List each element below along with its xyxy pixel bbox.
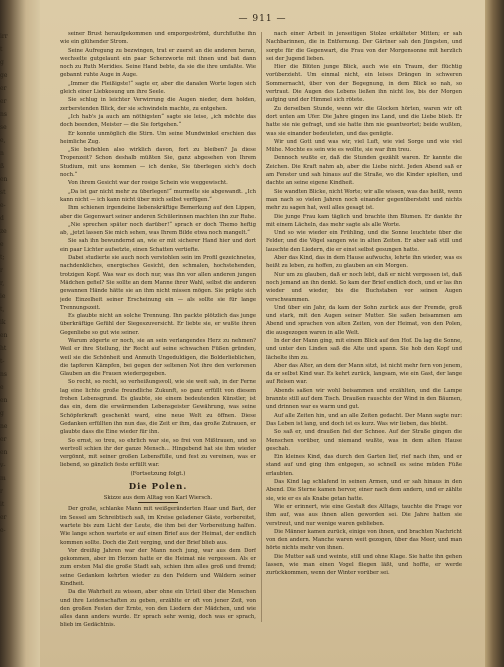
paragraph: Wie er erinnert, wie eine Gestalt des Alltags, tauchte die Frage vor ihm auf, was aus ihnen allen geworden sei. Die Jahre hatten sie verstreut, und nur wenige waren geblieben. (266, 503, 462, 527)
paragraph: Nur um zu glauben, daß er noch lebt, daß er nicht vergessen ist, daß noch jemand an ihn denkt. So kam der Brief endlich doch, und er las ihn wieder und wieder, bis die Buchstaben vor seinen Augen verschwammen. (266, 271, 462, 303)
margin-fragment: d (0, 215, 4, 222)
paragraph: So ernst, so treu, so ehrlich war sie, so frei von Mißtrauen, und so wertvoll schien ihr der ganze Mensch... Hingebend hat sie ihm wieder vergönnt, mit seiner großen Lebensfülle, und fest zu vereinen, was er liebend, so gänzlich feste erfüllt war. (60, 437, 256, 469)
paragraph: Aber das Alter, an dem der Mann sitzt, ist nicht mehr fern von jenem, da er selbst Kind war. Es kehrt zurück, langsam, wie ein Gast, der lange auf Reisen war. (266, 362, 462, 386)
right-column (266, 30, 462, 630)
paragraph: Ihm schienen irgendeine liebenskräftige Bemerkung auf den Lippen, aber die Gegenwart seiner anderen Schülerinnen machten ihn zur Ruhe. (60, 205, 256, 220)
margin-fragment: g (0, 59, 4, 66)
margin-fragment: er (0, 98, 7, 105)
paragraph: Auf alle Zeiten hin, und an alle Zeiten gedacht. Der Mann sagte nur: Das Leben ist lang, und doch ist es kurz. Was wir lieben, das bleibt. (266, 412, 462, 427)
margin-fragment: it (0, 501, 5, 508)
margin-fragment: g (0, 410, 4, 417)
scan-edge-right (485, 0, 504, 667)
paragraph: So saß er, und draußen fiel der Schnee. Auf der Straße gingen die Menschen vorüber, und niemand wußte, was in dem alten Hause geschah. (266, 429, 462, 452)
left-column-text (60, 30, 256, 470)
margin-fragment: en (0, 332, 8, 339)
paragraph: In der der Mann ging, mit einem Blick auf den Hof. Da lag die Sonne, und unter den Linden saß die Alte und spann. Sie hob den Kopf und lächelte ihm zu. (266, 337, 462, 361)
paragraph: „Da ist gar nicht mehr zu überlegen!“ murmelte sie abgewandt. „Ich kann nicht — ich kann nicht über mich selbst verfügen.“ (60, 188, 256, 203)
margin-fragment: en (0, 176, 8, 183)
paragraph: Hier die Blüten junge Blick, auch wie ein Traum, der flüchtig vorüberzieht. Um einmal nicht, ein leises Drängen in schweren Sommernacht, über von der Begegnung, in dem Blick so nah, so vertraut. Die Augen des Lebens ließen ihn nicht los, bis der Morgen aufging und der Himmel sich rötete. (266, 64, 462, 104)
margin-fragment: ge (0, 72, 8, 79)
margin-fragment: e (0, 241, 4, 248)
paragraph: Und so wie wieder ein Frühling, und die Sonne leuchtete über die Felder, und die Vögel sangen wie in alten Zeiten. Er aber saß still und lauschte den Liedern, die er einst selbst gesungen hatte. (266, 230, 462, 253)
margin-fragment: e, (0, 137, 6, 144)
margin-fragment: ik (0, 319, 6, 326)
margin-fragment: t, (0, 306, 5, 313)
paragraph: Sie sah ihn bewundernd an, wie er mit sicherer Hand hier und dort ein paar Lichter aufsetzte, einen Schatten vertiefte. (60, 238, 256, 253)
paragraph: Die Männer kamen zurück, einige von ihnen, und brachten Nachricht von den andern. Manche waren weit gezogen, über das Meer, und man hörte nichts mehr von ihnen. (266, 528, 462, 552)
paragraph: „Immer die Fleißigste!“ sagte er, aber die danalen Worte logen sich gleich einer Liebkosung um ihre Seele. (60, 80, 256, 96)
paragraph: Wir und Gott und was wir, viel Luft, wie viel Sorge und wie viel Mühe. Mochte es sein wie es wollte, sie war ihm treu. (266, 138, 462, 154)
paragraph: Ein kleines Kind, das durch den Garten lief, rief nach ihm, und er stand auf und ging ihm entgegen, so schnell es seine müden Füße erlaubten. (266, 454, 462, 477)
margin-fragment: ie (0, 293, 6, 300)
margin-fragment: ze (0, 228, 7, 235)
previous-page-margin (0, 30, 14, 590)
paragraph: Das Kind lag schlafend in seinen Armen, und er sah hinaus in den Abend. Die Sterne kamen hervor, einer nach dem andern, und er zählte sie, wie er es als Knabe getan hatte. (266, 479, 462, 502)
margin-fragment: ne (0, 423, 8, 430)
right-column-text (266, 30, 462, 578)
paragraph: „Nie sprechen später noch darüber!“ sprach er doch Themo heftig ab, „jetzt lassen Sie mich sehen, was Ihrem Bilde etwa noch mangelt.“ (60, 221, 256, 237)
paragraph: Der große, schlanke Mann mit weißgeränderten Haar und Bart, der im Sessel am Schreibtisch saß, im Kreise geladener Gäste, vorbereitet, wartete bis zum Licht der Leute, die ihm bei der Vorbereitung halfen. Wie lange schon wartete er auf einen Brief aus der Heimat, der endlich kommen sollte. Doch die Zeit verging, und der Brief blieb aus. (60, 506, 256, 546)
margin-fragment: st (0, 189, 6, 196)
margin-fragment: en (0, 449, 8, 456)
margin-fragment: v- (0, 462, 6, 469)
margin-fragment: t; (0, 254, 5, 261)
paragraph: Warum zögerte er noch, sie an sein verlangendes Herz zu nehmen? Weil er ihre Stellung, ihr Recht auf seine schwachen Füßen gründen, weil sie die Schönheit und Anmuth Ungeduldigen, die Bolderlieblichen, die tapferen Kämpfen, bei gegen der seltenen Not ihre den verlorenen Glauben an die Frauen wiedergegeben. (60, 337, 256, 378)
story-subtitle: Skizze aus dem Alltag von Karl Wiersch. (103, 495, 213, 502)
margin-fragment: e- (0, 202, 6, 209)
margin-fragment: r (0, 488, 3, 495)
margin-fragment: n (0, 150, 4, 157)
paragraph: nach einer Arbeit in jenseitigen Stolze erkälteter Mitten; er sah Nachbarinnen, die in Entfernung. Der Gärtner sah den Jüngsten, und sorgte für die Gegenwart, die Frau von der Morgensonne mit herzlich sei der Jugend lieben. (266, 31, 462, 62)
margin-fragment: er (0, 514, 7, 521)
paragraph: Dabei studierte sie auch noch verstohlen sein im Profil gezeichnetes, nachdenkliches, energisches Gesicht, den schmalen, hochstehenden, trotzigen Kopf. Was war es doch nur, was ihn vor allen anderen jungen Mädchen gefiel? Sie sollte an dem Manne ihrer Wahl, selbst die anderen gewannen Hände hätte sie an ihm nicht missen mögen. Sie prägte sich jede Einzelheit seiner Erscheinung ein — als sollte sie für lange Trennungszeit. (60, 255, 256, 311)
paragraph: Die junge Frau kam täglich und brachte ihm Blumen. Er dankte ihr mit einem Lächeln, das mehr sagte als alle Worte. (266, 213, 462, 228)
story-title: Die Polen. (128, 482, 188, 493)
margin-fragment: er (0, 436, 7, 443)
paragraph: Abends saßen wir wohl beisammen und erzählten, und die Lampe brannte still auf dem Tisch. Draußen rauschte der Wind in den Bäumen, und drinnen war es warm und gut. (266, 387, 462, 411)
margin-fragment: r, (0, 280, 5, 287)
margin-fragment: irr (0, 33, 8, 40)
margin-fragment: m (0, 475, 6, 482)
paragraph: Die Mutter saß und weinte, still und ohne Klage. Sie hatte ihn gehen lassen, wie man einen Vogel fliegen läßt, und hoffte, er werde zurückkommen, wenn der Winter vorüber sei. (266, 553, 462, 577)
page-number: — 911 — (238, 14, 287, 24)
paragraph: Da die Wahrheit zu wissen, aber ohne ein Urteil über die Menschen und ihre Leidenschaften zu geben, erzählte er oft von jener Zeit, von den großen Festen der Ernte, von den Liedern der Mädchen, und wie alles dann anders wurde. Er sprach sehr wenig, doch was er sprach, blieb im Gedächtnis. (60, 589, 256, 629)
continuation-note: (Fortsetzung folgt.) (130, 470, 186, 477)
margin-fragment: ß (0, 163, 5, 170)
paragraph: seiner Brust heraufgekommen und emporgeströmt, durchfluthe ihn wie ein glühender Strom. (60, 31, 256, 46)
newspaper-page (40, 0, 485, 667)
margin-fragment: t- (0, 358, 5, 365)
paragraph: Von ihrem Gesicht war der rosige Schein wie weggewischt. (68, 180, 228, 187)
margin-fragment: t (0, 46, 3, 53)
paragraph: Seine Aufregung zu bezwingen, trat er zuerst an die anderen heran, wechselte gutgelaunt ein paar Scherzworte mit ihnen und bat dann noch zu Ruth Meridies. Seine Hand bebte, da sie die ihre umfaßte. Wie gebannt ruhte Auge in Auge. (60, 47, 256, 79)
paragraph: Sie wandten Blicke, nicht Worte; wir alle wissen, was das heißt, wenn man nach so vielen Jahren noch einander gegenübersteht und nichts mehr zu sagen hat, weil alles gesagt ist. (266, 188, 462, 212)
title-rule (138, 502, 178, 503)
column-divider (261, 32, 262, 622)
paragraph: „Ich hab's ja auch am nöthigsten“ sagte sie leise, „ich möchte das doch beenden, Meister — die Sie fortgehen.“ (60, 113, 256, 129)
paragraph: Er konnte unmöglich die Stirn. Um seine Mundwinkel erschien das heimliche Zug. (60, 130, 256, 145)
margin-fragment: en (0, 397, 8, 404)
left-column (60, 30, 256, 630)
margin-fragment: ns (0, 111, 7, 118)
paragraph: „Sie befiehlen also wirklich davon, fort zu bleiben? Ja diese Tropenzeit? Schon deshalb müßten Sie, ganz abgesehen von Ihrem Studium, mit uns kommen — ich denke, Sie überlegen sich's doch noch.“ (60, 147, 256, 179)
paragraph: Vor dreißig Jahren war der Mann noch jung, war aus dem Dorf gekommen, aber im Herzen hatte er die Heimat nie vergessen. Als er zum ersten Mal die große Stadt sah, schien ihm alles groß und fremd; seine Gedanken kehrten wieder zu den Feldern und Wäldern seiner Kindheit. (60, 547, 256, 587)
margin-fragment: e (0, 384, 4, 391)
margin-fragment: er (0, 85, 7, 92)
margin-fragment: se (0, 124, 7, 131)
paragraph: Es glaubte nicht an solche Trennung. Ihn packte plötzlich das junge überkräftige Gefühl der Siegeszuversicht. Er liebte sie, er wußte ihren Gegenliebe so gut wie seiner. (60, 313, 256, 336)
margin-fragment: ns (0, 371, 7, 378)
paragraph: Dennoch wußte er, daß die Stunden gezählt waren. Er kannte die Zeichen. Die Kraft nahm ab, aber die Liebe nicht. Jeden Abend saß er am Fenster und sah hinaus auf die Straße, wo die Kinder spielten, und dachte an seine eigene Kindheit. (266, 155, 462, 187)
margin-fragment: ht (0, 345, 7, 352)
paragraph: Zu derselben Stunde, wenn wir die Glocken hörten, waren wir oft dort unten am Ufer. Die Jahre gingen ins Land, und die Liebe blieb. Er hatte sie nie gefragt, und sie hatte ihm nie geantwortet; beide wußten, was sie einander bedeuteten, und das genügte. (266, 105, 462, 137)
paragraph: Aber das Kind, das in dem Hause aufwuchs, lehrte ihn wieder, was es heißt zu leben, zu hoffen, zu glauben an ein Morgen. (266, 255, 462, 270)
story-text (60, 505, 256, 629)
margin-fragment: r (0, 267, 3, 274)
paragraph: So recht, so recht, so verheißungsvoll, wie sie weit sah, in der Ferne lag eine lichte große freundliche Zukunft, so ganz erfüllt von diesem frohen Lebensgrund. Es glaubte, sie einem bedeutenden Künstler, ist das ein, dem die erwärmenden Lebensgeister Gewährung, was seine Schöpferkraft geschenkt ward, eine neue Welt zu öffnen. Diese Gedanken erfüllten ihn nun das, die Zeit er ihm, das große Zutrauen, er glaubte dass die Eine wieder für ihn. (60, 379, 256, 436)
paragraph: Sie schlug in leichter Verwirrung die Augen nieder, dem holden, zerberstenden Blick, der sie schwindeln machte, zu entgehen. (60, 97, 256, 112)
paragraph: Und über ein Jahr, da kam der Sohn zurück aus der Fremde, groß und stark, mit den Augen seiner Mutter. Sie saßen beisammen am Abend und sprachen von alten Zeiten, von der Heimat, von den Polen, die ausgezogen waren in alle Welt. (266, 304, 462, 336)
margin-fragment: e- (0, 527, 6, 534)
